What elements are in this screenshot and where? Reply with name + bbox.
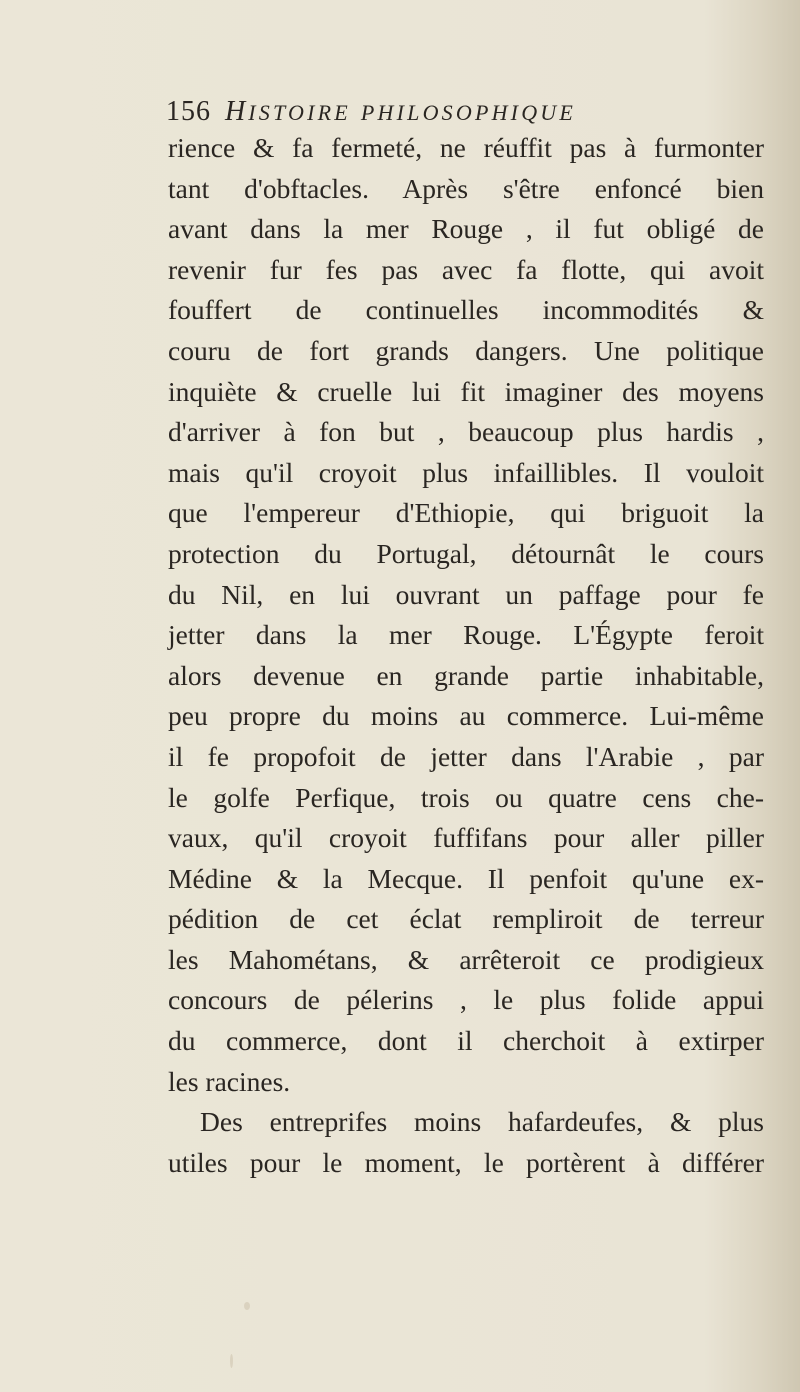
page-number: 156 (166, 96, 211, 127)
text-line: rience & fa fermeté, ne réuffit pas à furmonter (168, 132, 764, 163)
text-line: du Nil, en lui ouvrant un paffage pour fe (168, 578, 764, 610)
text-line: mais qu'il croyoit plus infaillibles. Il vouloit (168, 456, 764, 488)
running-title-word-2: PHILOSOPHIQUE (360, 100, 577, 125)
running-title-initial: H (225, 96, 249, 127)
running-title (225, 96, 576, 128)
text-line: Médine & la Mecque. Il penfoit qu'une ex- (168, 862, 764, 894)
text-line: que l'empereur d'Ethiopie, qui briguoit la (168, 497, 764, 529)
text-line: les Mahométans, & arrêteroit ce prodigieux (168, 943, 764, 975)
text-line: jetter dans la mer Rouge. L'Égypte feroit (168, 619, 764, 651)
text-line: avant dans la mer Rouge , il fut obligé de (168, 213, 764, 245)
text-line: peu propre du moins au commerce. Lui-même (168, 700, 764, 732)
paragraph-end-line: les racines. (168, 1065, 291, 1097)
text-line: tant d'obftacles. Après s'être enfoncé bien (168, 172, 764, 204)
text-line: du commerce, dont il cherchoit à extirper (168, 1025, 764, 1057)
paper-stain (230, 1354, 233, 1368)
text-line: utiles pour le moment, le portèrent à différer (168, 1146, 764, 1178)
running-title-word-1: ISTOIRE (248, 100, 351, 125)
text-line: pédition de cet éclat rempliroit de terreur (168, 903, 764, 935)
text-line: fouffert de continuelles incommodités & (168, 294, 764, 326)
text-line: protection du Portugal, détournât le cours (168, 537, 764, 569)
body-text (168, 128, 764, 1183)
text-line: inquiète & cruelle lui fit imaginer des moyens (168, 375, 764, 407)
text-line: le golfe Perfique, trois ou quatre cens che- (168, 781, 764, 813)
paper-stain (244, 1302, 250, 1310)
text-line: il fe propofoit de jetter dans l'Arabie , par (168, 740, 764, 772)
text-line: concours de pélerins , le plus folide appui (168, 984, 764, 1016)
text-line: vaux, qu'il croyoit fuffifans pour aller piller (168, 822, 764, 854)
text-line: couru de fort grands dangers. Une politique (168, 334, 764, 366)
text-line: alors devenue en grande partie inhabitable, (168, 659, 764, 691)
text-line: revenir fur fes pas avec fa flotte, qui avoit (168, 253, 764, 285)
text-line: d'arriver à fon but , beaucoup plus hardis , (168, 416, 764, 448)
paragraph-start-line: Des entreprifes moins hafardeufes, & plus (200, 1106, 764, 1138)
